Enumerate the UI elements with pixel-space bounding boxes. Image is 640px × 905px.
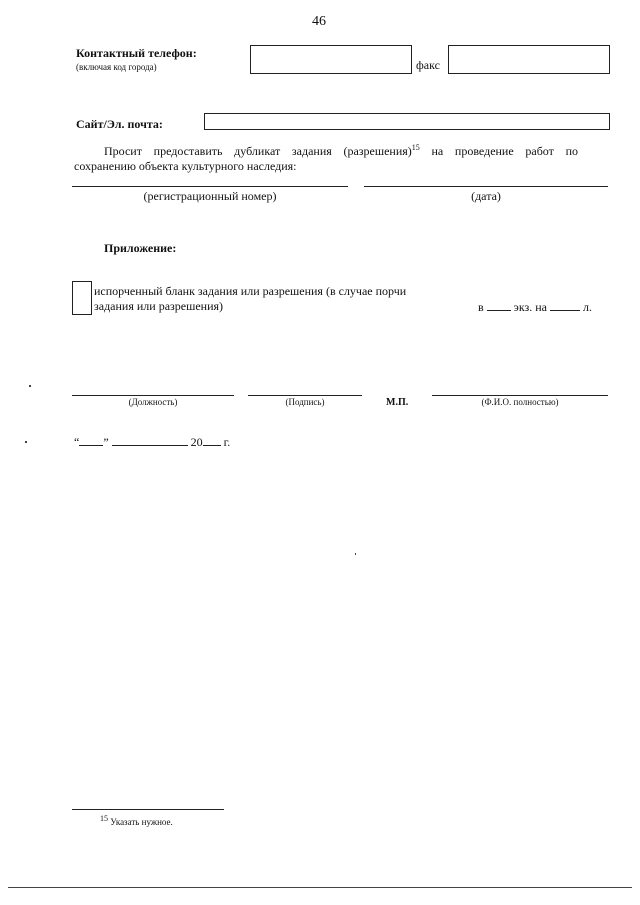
signature-caption: (Подпись) xyxy=(285,397,325,407)
year-field[interactable] xyxy=(203,434,221,446)
footnote-number: 15 xyxy=(100,814,108,823)
copies-count-field[interactable] xyxy=(487,299,511,311)
sheets-count-field[interactable] xyxy=(550,299,580,311)
month-field[interactable] xyxy=(112,434,188,446)
footnote-text: Указать нужное. xyxy=(108,817,173,827)
scan-speck xyxy=(29,385,31,387)
request-line-1 xyxy=(104,144,578,159)
phone-label: Контактный телефон: xyxy=(76,46,197,60)
attachment-checkbox[interactable] xyxy=(72,281,92,315)
full-name-line[interactable] xyxy=(432,395,608,396)
year-suffix: г. xyxy=(223,435,231,449)
quote-close: ” xyxy=(103,435,109,449)
reg-number-line[interactable] xyxy=(72,186,348,187)
footnote xyxy=(100,814,173,827)
request-text-end: на проведение работ по xyxy=(419,144,578,158)
attachment-heading: Приложение: xyxy=(104,241,177,255)
attachment-item-line-2: задания или разрешения) xyxy=(94,299,224,313)
position-line[interactable] xyxy=(72,395,234,396)
page-bottom-edge xyxy=(8,887,632,888)
phone-field[interactable] xyxy=(250,45,412,74)
year-prefix: 20 xyxy=(190,435,203,449)
reg-number-caption: (регистрационный номер) xyxy=(143,189,277,203)
scan-speck xyxy=(25,441,27,443)
stamp-label: М.П. xyxy=(386,397,409,408)
date-line[interactable] xyxy=(364,186,608,187)
footnote-ref: 15 xyxy=(411,143,420,152)
full-name-caption: (Ф.И.О. полностью) xyxy=(481,397,559,407)
quote-open: “ xyxy=(74,435,80,449)
site-email-field[interactable] xyxy=(204,113,610,130)
signature-line[interactable] xyxy=(248,395,362,396)
request-line-2: сохранению объекта культурного наследия: xyxy=(74,159,297,173)
attachment-count-row xyxy=(478,299,592,315)
copies-label: экз. на xyxy=(513,300,547,314)
in-label: в xyxy=(478,300,484,314)
request-text: Просит предоставить дубликат задания (разрешения) xyxy=(104,144,412,158)
fax-label: факс xyxy=(416,58,440,72)
attachment-item-line-1: испорченный бланк задания или разрешения (в случае порчи xyxy=(94,284,407,298)
position-caption: (Должность) xyxy=(128,397,178,407)
footnote-separator xyxy=(72,809,224,810)
fax-field[interactable] xyxy=(448,45,610,74)
site-label: Сайт/Эл. почта: xyxy=(76,117,163,131)
signing-date-row xyxy=(74,434,230,450)
scan-speck xyxy=(355,553,356,555)
page-number: 46 xyxy=(312,14,326,29)
date-caption: (дата) xyxy=(471,189,501,203)
phone-note: (включая код города) xyxy=(76,62,157,72)
sheets-label: л. xyxy=(582,300,592,314)
day-field[interactable] xyxy=(79,434,103,446)
